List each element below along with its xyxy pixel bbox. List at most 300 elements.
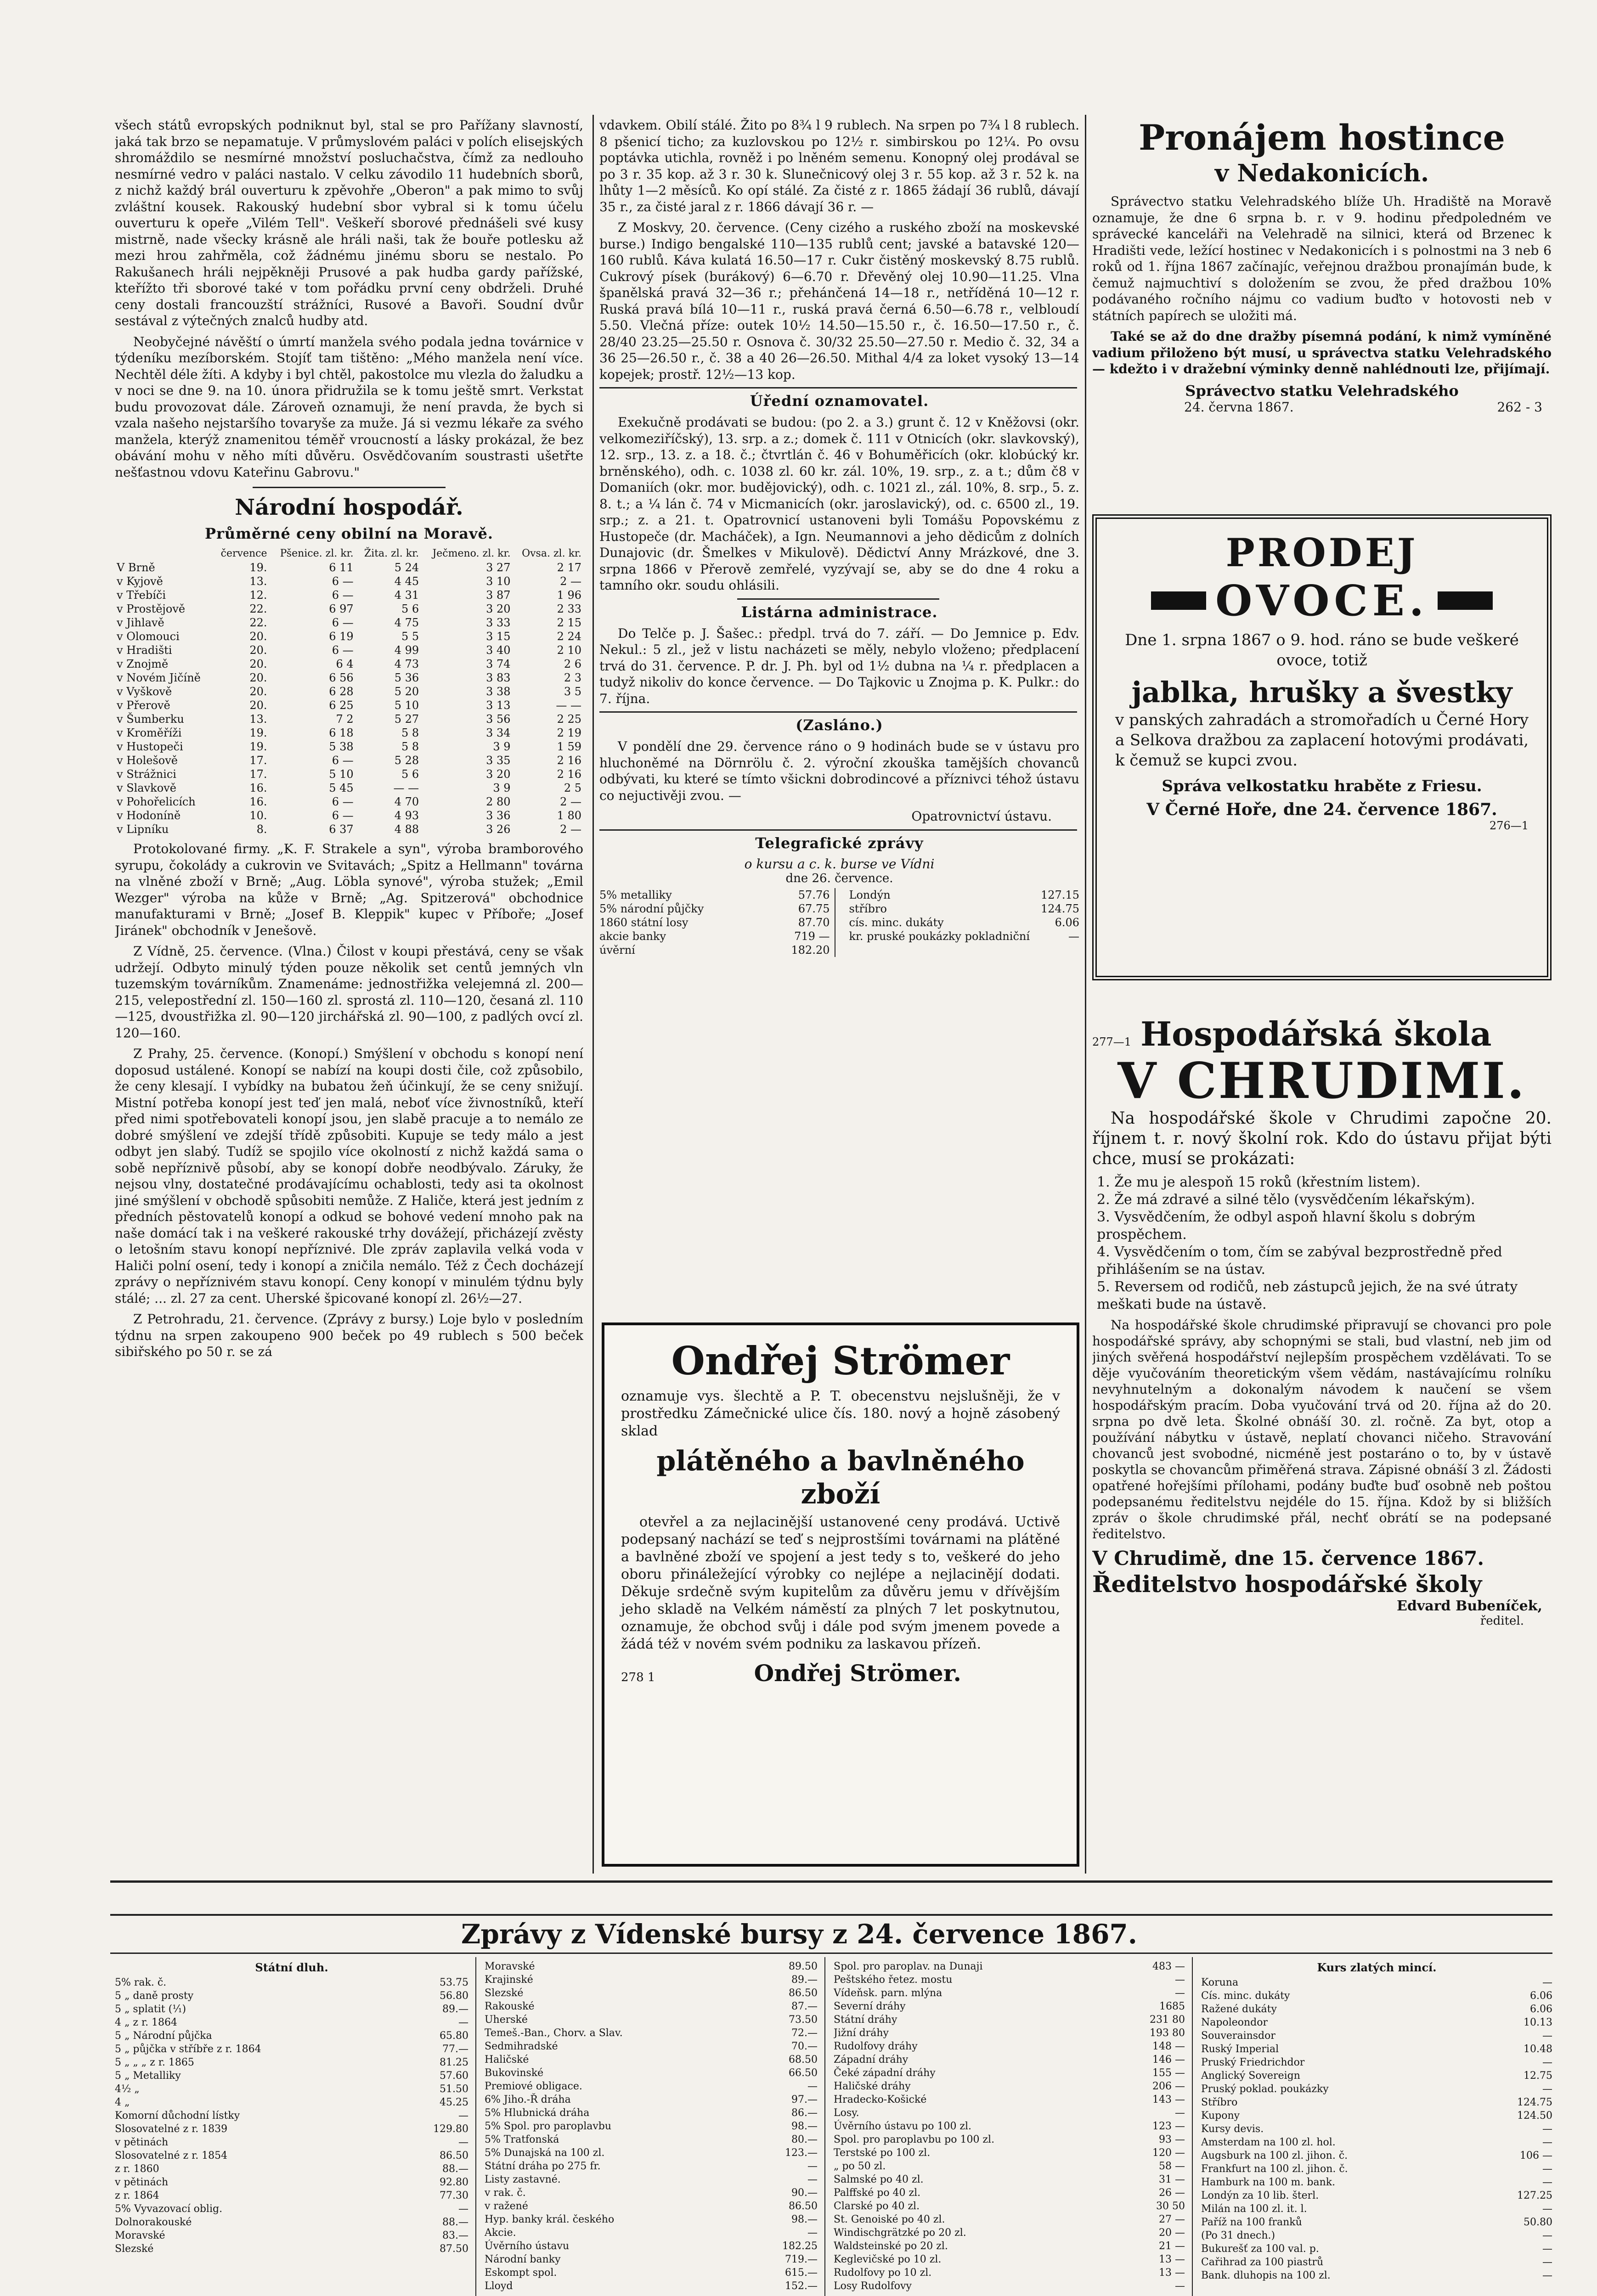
- grain-table-cell: — —: [556, 699, 581, 712]
- bourse-row-value: 56.80: [440, 1990, 468, 2002]
- bourse-row: [485, 2066, 818, 2080]
- bourse-row-label: Ražené dukáty: [1201, 2003, 1277, 2015]
- bourse-row: [115, 2069, 468, 2082]
- bourse-row-label: Haličské: [485, 2054, 529, 2065]
- bourse-row-label: Haličské dráhy: [834, 2081, 911, 2092]
- bourse-row-value: 86.50: [440, 2150, 468, 2161]
- bourse-row: [115, 2096, 468, 2109]
- official-notices: Exekučně prodávati se budou: (po 2. a 3.) grunt č. 12 v Kněžovsi (okr. velkomeziříčský), 13. srp. a z.; domek č. 111 v Otnicích (okr. slavkovský), 12. srp., 13. z. a 18. č.; čtvrtlán č. 46 v Bohuměřicích (okr. klobúcký kr. brněnského), odh. c. 1038 zl. 60 kr. zál. 10%, 19. srp., z. a t.; dům č8 v Domaniích (okr. mor. budějovický), odh. c. 1021 zl., zál. 10%, 8. srp., 5. z. 8. t.; a ¼ lán č. 74 v Micmanicích (okr. jaroslavický), od. c. 6500 zl., 19. srp.; z. a 21. t. Opatrovnicí ustanoveni byli Tomášu Popovskému z Hustopeče (dr. Macháček), a Ign. Neumannovi a jeho dědicům z dolních Dunajovic (dr. Šmelkes v Mikulově). Dědictví Anny Mrázkové, dne 3. srpna 1866 v Přerově zemřelé, vyzývají se, aby se do dne 4 roku a tamního okr. soudu ohlásili.: [599, 415, 1079, 593]
- column-rule-2: [1085, 115, 1086, 1874]
- bourse-row-value: 143 —: [1152, 2094, 1185, 2105]
- ovoce-title-2: OVOCE.: [1215, 576, 1428, 625]
- grain-header-cell: Ovsa. zl. kr.: [522, 548, 581, 559]
- bourse-row-value: —: [458, 2017, 468, 2028]
- pronajem-date-row: [1092, 400, 1552, 415]
- school-title-2: V CHRUDIMI.: [1117, 1052, 1526, 1110]
- grain-table-cell: 6 —: [332, 589, 354, 602]
- bourse-row-label: 4 „ z r. 1864: [115, 2017, 178, 2028]
- bourse-row-value: 65.80: [440, 2030, 468, 2042]
- bourse-row-value: 155 —: [1152, 2067, 1185, 2079]
- bourse-row-value: 83.—: [442, 2230, 468, 2241]
- grain-table-cell: 3 27: [486, 561, 511, 574]
- bourse-row-value: 53.75: [440, 1977, 468, 1988]
- grain-table-cell: v Třebíči: [117, 589, 166, 602]
- moscow-article: Z Moskvy, 20. července. (Ceny cizého a ruského zboží na moskevské burse.) Indigo bengalské 110—135 rublů cent; javské a batavské 120—160 rublů. Káva kulatá 16.50—17 r. Cukr čistěný moskevský 8.75 rublů. Cukrový písek (burákový) 6—6.70 r. Dřevěný olej 10.90—11.25. Vlna španělská pravá 32—36 r.; přehánčená 14—18 r., netříděná 10—12 r. Ruská pravá bílá 10—11 r., ruská pravá černá 6.50—6.78 r., velbloudí 5.50. Vlečná příze: outek 10½ 14.50—15.50 r., č. 16.50—17.50 r., č. 28/40 23.25—25.50 r. Osnova č. 30/32 25.50—27.50 r. Medio č. 32, 34 a 36 25—26.50 r., č. 38 a 40 26—26.50. Mithal 4/4 za loket vysoký 13—14 kopejek; prostř. 12½—13 kop.: [599, 220, 1079, 382]
- bourse-row: [1201, 2229, 1552, 2242]
- bourse-row: [834, 2106, 1185, 2120]
- right-column: [1092, 117, 1552, 1876]
- grain-table-cell: 5 8: [401, 726, 419, 739]
- grain-table-cell: 19.: [249, 740, 267, 753]
- bourse-row-value: —: [1175, 1974, 1185, 1986]
- bourse-row-value: 10.48: [1524, 2043, 1552, 2055]
- ovoce-body1: Dne 1. srpna 1867 o 9. hod. ráno se bude veškeré ovoce, totiž: [1125, 631, 1519, 670]
- pronajem-number: 262 - 3: [1497, 399, 1542, 415]
- grain-table-cell: 6 37: [329, 823, 354, 836]
- bourse-row-value: 90.—: [791, 2187, 818, 2199]
- bourse-row-label: Rudolfovy po 10 zl.: [834, 2267, 932, 2279]
- grain-table-cell: v Strážnici: [117, 768, 176, 781]
- bourse-rule: [1192, 1957, 1193, 2296]
- grain-table-cell: 13.: [249, 713, 267, 726]
- grain-table-cell: 6 18: [329, 726, 354, 739]
- bourse-row: [1201, 2189, 1552, 2202]
- grain-table-row: [115, 795, 583, 809]
- grain-table-cell: 5 6: [401, 768, 419, 781]
- grain-table-title: Průměrné ceny obilní na Moravě.: [204, 525, 494, 542]
- grain-table-row: [115, 712, 583, 726]
- grain-table-row: [115, 754, 583, 767]
- bourse-row-value: 123.—: [785, 2147, 818, 2159]
- petersburg-continued: vdavkem. Obilí stálé. Žito po 8¾ l 9 rublech. Na srpen po 7¾ l 8 rublech. 8 pšenicí ticho; za kuzlovskou po 12½ r. simbirskou po 12¼. Po ovsu poptávka utichla, rovněž i po lněném semenu. Konopný olej prodával se po 3 r. 35 kop. až 3 r. 30 k. Slunečnicový olej 3 r. 55 kop. až 3 r. 52 k. na lhůty 1—2 měsíců. Ko opí stálé. Za čisté z r. 1865 žádají 36 rublů, dávají 35 r., za čisté jaral z r. 1866 dávají 36 r. —: [599, 118, 1079, 214]
- bourse-row-label: Západní dráhy: [834, 2054, 909, 2065]
- bourse-row: [115, 2189, 468, 2202]
- telegraph-row-value: 57.76: [798, 888, 830, 901]
- grain-table-cell: 12.: [249, 589, 267, 602]
- bourse-row: [834, 2240, 1185, 2253]
- school-requirement: 5. Reversem od rodičů, neb zástupců jejich, že na své útraty meškati bude na ústavě.: [1097, 1279, 1518, 1312]
- bourse-row: [115, 2016, 468, 2029]
- bourse-row-value: 483 —: [1152, 1961, 1185, 1972]
- telegraph-row-label: úvěrní: [599, 943, 635, 957]
- pronajem-signature: Správectvo statku Velehradského: [1185, 382, 1459, 400]
- grain-table-cell: 3 83: [486, 671, 511, 684]
- bourse-row-label: 4 „: [115, 2097, 130, 2108]
- bourse-row-label: (Po 31 dnech.): [1201, 2230, 1275, 2241]
- bourse-row-value: 10.13: [1524, 2017, 1552, 2028]
- bourse-row-label: Keglevičské po 10 zl.: [834, 2254, 942, 2265]
- column-rule-1: [593, 115, 594, 1874]
- bourse-row-value: —: [458, 2203, 468, 2215]
- grain-table-cell: 5 10: [329, 768, 354, 781]
- bourse-row: [1201, 2256, 1552, 2269]
- grain-table-cell: v Holešově: [117, 754, 178, 767]
- bourse-row: [115, 2082, 468, 2096]
- bourse-row: [1201, 2242, 1552, 2256]
- bourse-row-value: 120 —: [1152, 2147, 1185, 2159]
- bourse-row-value: —: [1542, 2057, 1552, 2068]
- bourse-row-label: Moravské: [115, 2230, 165, 2241]
- bourse-row: [834, 2213, 1185, 2226]
- pronajem-advertisement: [1092, 117, 1552, 415]
- pronajem-body: Správectvo statku Velehradského blíže Uh. Hradiště na Moravě oznamuje, že dne 6 srpna b. r. v 9. hodinu předpoledném ve správecké kanceláři na Velehradě na silnici, která od Brzenec k Hradišti vede, ležící hostinec v Nedakonicích i s polnostmi na 3 neb 6 roků od 1. října 1867 začínajíc, veřejnou dražbou pronajímán bude, k čemuž najmuchtiví s doložením se zvou, že před dražbou 10% podávaného ročního nájmu co vadium buďto v hotovosti neb v státních papírech se uložiti má.: [1092, 194, 1552, 323]
- grain-header-cell: července: [220, 548, 267, 559]
- bourse-row-label: Losy.: [834, 2107, 859, 2119]
- bourse-col1-rows: [115, 1976, 468, 2256]
- grain-table-cell: 6 4: [336, 658, 354, 670]
- grain-table-cell: 5 27: [394, 713, 419, 726]
- grain-table-row: [115, 809, 583, 822]
- telegraph-row: [599, 902, 830, 916]
- school-role: ředitel.: [1480, 1614, 1524, 1628]
- bourse-col-3: [834, 1960, 1185, 2296]
- bourse-row: [834, 2133, 1185, 2146]
- ovoce-number: 276—1: [1489, 819, 1529, 832]
- bourse-row: [834, 2000, 1185, 2013]
- bourse-row: [834, 2093, 1185, 2106]
- grain-table-cell: 3 9: [493, 740, 511, 753]
- grain-table-cell: 17.: [249, 754, 267, 767]
- grain-table-cell: 19.: [249, 561, 267, 574]
- grain-table-cell: 5 45: [329, 782, 354, 794]
- bourse-row: [834, 2146, 1185, 2160]
- bourse-row-label: Lloyd: [485, 2280, 513, 2292]
- bourse-row: [115, 2242, 468, 2256]
- grain-table-cell: 3 10: [486, 575, 511, 588]
- bourse-row: [485, 2226, 818, 2240]
- bourse-row-value: 87.—: [791, 2001, 818, 2012]
- grain-table-cell: 2 —: [560, 795, 581, 808]
- grain-table-cell: 6 25: [329, 699, 354, 712]
- school-signature: Ředitelstvo hospodářské školy: [1092, 1570, 1482, 1598]
- bourse-row-label: v rak. č.: [485, 2187, 526, 2199]
- bourse-row-value: 13 —: [1159, 2254, 1185, 2265]
- bourse-row-label: Rudolfovy dráhy: [834, 2041, 918, 2052]
- telegraph-row: [599, 916, 830, 929]
- bourse-row-label: Pruský poklad. poukázky: [1201, 2083, 1329, 2095]
- bourse-row: [834, 2013, 1185, 2026]
- pronajem-title: Pronájem hostince: [1139, 117, 1505, 158]
- grain-table-cell: v Lipníku: [117, 823, 169, 836]
- obituary-article: Neobyčejné návěští o úmrtí manžela svého podala jedna továrnice v týdeníku mezíborském. Stojíť tam tištěno: „Mého manžela není více. Nechtěl déle žíti. A kdyby i byl chtěl, pakostolce mu vlezla do žaludku a v noci se dne 9. na 10. února přidružila se k tomu ještě smrt. Verkstat budu provozovat dále. Zároveň oznamuji, že není pravda, že bych si vzala našeho nejstaršího tovaryše za muže. Já si vezmu lékaře za svého manžela, kterýž znamenitou téměř vroucností a lásky prokázal, že bez obávání mohu v něho míti důvěru. Osvědčovaním soustrasti ušetřte nešťastnou vdovu Kateřinu Gabrovu.": [115, 334, 583, 480]
- grain-table-cell: v Hodoníně: [117, 809, 181, 822]
- bourse-row: [115, 2122, 468, 2136]
- bourse-row-value: —: [807, 2161, 818, 2172]
- telegraph-right: [849, 888, 1080, 957]
- bourse-row-label: Komorní důchodní lístky: [115, 2110, 240, 2122]
- grain-table-cell: v Prostějově: [117, 602, 186, 615]
- grain-table-cell: 4 99: [394, 644, 419, 657]
- bourse-row: [115, 1989, 468, 2003]
- left-column: [115, 117, 583, 1876]
- grain-table-row: [115, 574, 583, 588]
- grain-table-row: [115, 616, 583, 630]
- school-requirement: 1. Že mu je alespoň 15 roků (křestním listem).: [1097, 1174, 1421, 1190]
- bourse-row-value: 615.—: [785, 2267, 818, 2279]
- grain-table-cell: 3 5: [564, 685, 581, 698]
- official-title: Úřední oznamovatel.: [750, 392, 929, 410]
- bourse-row-label: Cís. minc. dukáty: [1201, 1990, 1290, 2002]
- telegraph-row-label: stříbro: [849, 902, 887, 915]
- bourse-row-label: Státní dráhy: [834, 2014, 897, 2026]
- bourse-row-label: 5% Tratfonská: [485, 2134, 559, 2145]
- bourse-row-label: St. Genoiské po 40 zl.: [834, 2214, 945, 2225]
- grain-table-cell: 4 70: [394, 795, 419, 808]
- bourse-row-value: 98.—: [791, 2121, 818, 2132]
- bourse-row: [115, 2136, 468, 2149]
- grain-table-cell: 3 40: [486, 644, 511, 657]
- bourse-row: [1201, 2016, 1552, 2029]
- bourse-row: [485, 2053, 818, 2066]
- bourse-row-label: Hradecko-Košické: [834, 2094, 927, 2105]
- bourse-row-value: 97.—: [791, 2094, 818, 2105]
- bourse-row-label: Severní dráhy: [834, 2001, 906, 2012]
- bourse-row-value: 26 —: [1159, 2187, 1185, 2199]
- bourse-row-value: —: [807, 2227, 818, 2239]
- bourse-row-label: Hyp. banky král. českého: [485, 2214, 615, 2225]
- bourse-row-value: 58 —: [1159, 2161, 1185, 2172]
- bourse-row-label: Uherské: [485, 2014, 528, 2026]
- ovoce-place: V Černé Hoře, dne 24. července 1867.: [1146, 800, 1497, 819]
- bourse-row-label: 5 „ „ „ z r. 1865: [115, 2057, 194, 2068]
- grain-table-cell: 3 87: [486, 589, 511, 602]
- bourse-row-value: 81.25: [440, 2057, 468, 2068]
- grain-table-cell: 3 13: [486, 699, 511, 712]
- ovoce-advertisement: [1092, 514, 1552, 980]
- sent-text: V pondělí dne 29. července ráno o 9 hodinách bude se v ústavu pro hluchoněmé na Dörnrölu č. 2. výroční zkouška tamějších chovanců odbývati, ku které se tímto všickni dobrodincové a příznivci téhož ústavu co nejuctivěji zvou. —: [599, 739, 1079, 803]
- ovoce-title: PRODEJ: [1225, 530, 1418, 575]
- bourse-under-title-rule: [110, 1953, 1552, 1954]
- bourse-row-value: 66.50: [789, 2067, 818, 2079]
- telegraph-title: Telegrafické zprávy: [755, 834, 924, 852]
- bourse-row: [485, 2240, 818, 2253]
- telegraph-row-label: 5% národní půjčky: [599, 902, 704, 915]
- grain-table-cell: 3 35: [486, 754, 511, 767]
- bourse-row-value: 45.25: [440, 2097, 468, 2108]
- bourse-row: [115, 2202, 468, 2216]
- bourse-row: [115, 2003, 468, 2016]
- grain-table-cell: 4 88: [394, 823, 419, 836]
- bourse-row: [1201, 2162, 1552, 2176]
- telegraph-row-value: 6.06: [1055, 916, 1079, 929]
- bourse-row-label: Slosovatelné z r. 1854: [115, 2150, 228, 2161]
- bourse-row-label: Krajinské: [485, 1974, 533, 1986]
- bourse-row-label: Státní dráha po 275 fr.: [485, 2161, 601, 2172]
- bourse-row-value: —: [1542, 2163, 1552, 2175]
- bourse-row-label: Anglický Sovereign: [1201, 2070, 1300, 2082]
- bourse-row-label: 6% Jiho.-Ř dráha: [485, 2094, 571, 2105]
- firms-article: Protokolované firmy. „K. F. Strakele a syn", výroba bramborového syrupu, čokolády a cukrovin ve Svitavách; „Spitz a Hellmann" továrna na vlněné zboží v Brně; „Aug. Löbla synové", výroba stužek; „Emil Wezger" výroba na kůže v Brně; „Ag. Spitzerová" obchodnice manufakturami v Brně; „Josef B. Kleppik" kupec v Příboře; „Josef Jiránek" obchodník v Jenešově.: [115, 841, 583, 938]
- grain-table-row: [115, 602, 583, 616]
- bourse-row: [485, 1973, 818, 1986]
- bourse-row-label: Salmské po 40 zl.: [834, 2174, 924, 2185]
- grain-table-cell: 1 80: [557, 809, 581, 822]
- bourse-row: [834, 2186, 1185, 2200]
- telegraph-row-label: cís. minc. dukáty: [849, 916, 944, 929]
- bourse-row-value: 182.25: [782, 2240, 818, 2252]
- bourse-row: [485, 2133, 818, 2146]
- petersburg-article: Z Petrohradu, 21. července. (Zprávy z bursy.) Loje bylo v posledním týdnu na srpen zakoupeno 900 beček po 49 rublech s 500 beček sibiřského po 50 r. se zá: [115, 1311, 583, 1359]
- bourse-row: [485, 2146, 818, 2160]
- bourse-row: [1201, 1976, 1552, 1989]
- bourse-row: [1201, 2003, 1552, 2016]
- bourse-row-label: Palffské po 40 zl.: [834, 2187, 921, 2199]
- grain-table-cell: 16.: [249, 782, 267, 794]
- sent-title: (Zasláno.): [796, 716, 883, 734]
- bourse-row: [1201, 2096, 1552, 2109]
- bourse-row-value: 148 —: [1152, 2041, 1185, 2052]
- telegraph-row-label: Londýn: [849, 888, 891, 901]
- ovoce-signature: Správa velkostatku hraběte z Friesu.: [1162, 777, 1482, 795]
- grain-table-cell: — —: [393, 782, 419, 794]
- bourse-row-label: v pětinách: [115, 2137, 169, 2148]
- bourse-row-label: Jižní dráhy: [834, 2027, 889, 2039]
- bourse-top-rule: [110, 1914, 1552, 1916]
- bourse-row-label: Spol. pro paroplav. na Dunaji: [834, 1961, 983, 1972]
- grain-table-cell: v Novém Jičíně: [117, 671, 201, 684]
- bourse-row-value: 31 —: [1159, 2174, 1185, 2185]
- grain-table-cell: v Slavkově: [117, 782, 176, 794]
- bourse-row: [485, 2106, 818, 2120]
- bourse-row-value: 206 —: [1152, 2081, 1185, 2092]
- grain-table-cell: 5 36: [394, 671, 419, 684]
- school-advertisement: [1092, 1015, 1552, 1628]
- grain-table-cell: 4 75: [394, 616, 419, 629]
- school-requirement: 2. Že má zdravé a silné tělo (vysvědčením lékařským).: [1097, 1192, 1475, 1208]
- grain-table-cell: 4 31: [394, 589, 419, 602]
- bourse-row-label: Augsburk na 100 zl. jihon. č.: [1201, 2150, 1348, 2161]
- bourse-row-value: 106 —: [1520, 2150, 1552, 2161]
- grain-table-cell: 2 24: [557, 630, 581, 643]
- grain-header-cell: [115, 547, 213, 561]
- telegraph-row-value: 124.75: [1041, 902, 1079, 915]
- bourse-row-label: Bukurešť za 100 val. p.: [1201, 2243, 1319, 2255]
- bourse-row-value: 231 80: [1150, 2014, 1185, 2026]
- stromer-signature: Ondřej Strömer.: [754, 1660, 961, 1687]
- bourse-row-label: Vídeňsk. parn. mlýna: [834, 1987, 942, 1999]
- bourse-row-label: Pruský Friedrichdor: [1201, 2057, 1305, 2068]
- grain-table-cell: v Hradišti: [117, 644, 172, 657]
- bourse-row-value: 6.06: [1530, 1990, 1552, 2002]
- bourse-row-label: 5 „ splatit (⅟₁): [115, 2003, 186, 2015]
- bourse-row: [485, 2253, 818, 2266]
- grain-table-cell: 8.: [256, 823, 267, 836]
- bourse-row: [834, 2160, 1185, 2173]
- bourse-row-value: —: [458, 2137, 468, 2148]
- bourse-row-label: Slosovatelné z r. 1839: [115, 2123, 228, 2135]
- bourse-row-value: —: [1542, 2177, 1552, 2188]
- grain-table-row: [115, 685, 583, 698]
- bourse-row-value: —: [807, 2081, 818, 2092]
- bourse-row: [485, 2040, 818, 2053]
- bourse-row-value: 86.50: [789, 1987, 818, 1999]
- telegraph-row: [599, 888, 830, 902]
- bourse-row-value: 13 —: [1159, 2267, 1185, 2279]
- grain-table-cell: 5 20: [394, 685, 419, 698]
- bourse-row: [834, 2173, 1185, 2186]
- bourse-row-value: 77.—: [442, 2043, 468, 2055]
- vienna-wool-article: Z Vídně, 25. července. (Vlna.) Čilost v koupi přestává, ceny se však udržejí. Odbyto minulý týden pouze několik set centů jemných vln tuzemským továrníkům. Znamenáme: jednostřižka velejemná zl. 200—215, velepostřední zl. 150—160 zl. sprostá zl. 110—120, česaná zl. 110—125, dvoustřižka zl. 90—120 jirchářská zl. 90—100, z padlých ovcí zl. 120—160.: [115, 944, 583, 1041]
- bourse-row-value: 72.—: [791, 2027, 818, 2039]
- bourse-row-label: 5% rak. č.: [115, 1977, 167, 1988]
- grain-table-cell: v Vyškově: [117, 685, 172, 698]
- bourse-row: [1201, 2069, 1552, 2082]
- bourse-row: [834, 2253, 1185, 2266]
- grain-table-cell: 5 6: [401, 602, 419, 615]
- grain-table-row: [115, 643, 583, 657]
- music-contest-article: všech států evropských podniknut byl, stal se pro Pařížany slavností, jaká tak brzo se nepamatuje. V průmyslovém paláci v polích elisejských shromáždilo se nesmírné množství posluchačstva, čímž za nedlouho nesmírné vedro v paláci nastalo. V celku závodilo 11 hudebních sborů, z nichž každý brál ouverturu k zpěvohře „Oberon" a pak mimo to svůj zvláštní kousek. Rakouský hudební sbor vybral si k tomu účelu ouverturu k opeře „Vilém Tell". Veškeří sborové přednášeli své kusy mistrně, nade všecky krásně ale hráli naši, tak že bouře potlesku až mezi hrou zahřměla, což žádnému jinému sboru se nestalo. Po Rakušanech hráli nejpěkněji Prusové a pak hudba gardy pařížské, kteřížto tři sborové také v tom pořádku první ceny obdrželi. Druhé ceny dostali francouzští strážníci, Rusové a Bavoři. Soudní dvůr sestával z výtečných znalců hudby atd.: [115, 118, 583, 328]
- grain-header-cell: Ječmeno. zl. kr.: [432, 548, 511, 559]
- grain-table-cell: 5 24: [394, 561, 419, 574]
- bourse-row-label: v pětinách: [115, 2177, 169, 2188]
- bourse-row-label: z r. 1864: [115, 2190, 159, 2201]
- school-intro: Na hospodářské škole v Chrudimi započne 20. říjnem t. r. nový školní rok. Kdo do ústavu přijat býti chce, musí se prokázati:: [1092, 1109, 1552, 1168]
- bourse-row-label: „ po 50 zl.: [834, 2161, 886, 2172]
- bourse-rule: [824, 1957, 825, 2296]
- bourse-row-label: Windischgrätzké po 20 zl.: [834, 2227, 966, 2239]
- bourse-row: [485, 2213, 818, 2226]
- bourse-row: [485, 2013, 818, 2026]
- bourse-row-value: 89.—: [442, 2003, 468, 2015]
- grain-table-cell: 2 15: [557, 616, 581, 629]
- telegraph-row: [849, 888, 1080, 902]
- grain-table-cell: 13.: [249, 575, 267, 588]
- bourse-row: [485, 2000, 818, 2013]
- section-rule: [253, 487, 446, 488]
- bourse-row-value: 1685: [1159, 2001, 1185, 2012]
- bourse-row: [115, 2216, 468, 2229]
- grain-table-cell: 5 28: [394, 754, 419, 767]
- bourse-row: [1201, 2109, 1552, 2122]
- bourse-row: [485, 2160, 818, 2173]
- bourse-row-value: —: [1542, 1977, 1552, 1988]
- telegraph-row-label: 5% metalliky: [599, 888, 672, 901]
- decor-bar-right: [1438, 591, 1493, 610]
- grain-table-cell: 5 38: [329, 740, 354, 753]
- grain-table-row: [115, 740, 583, 754]
- grain-table-cell: v Kyjově: [117, 575, 163, 588]
- bourse-row-label: Moravské: [485, 1961, 535, 1972]
- grain-table-cell: 17.: [249, 768, 267, 781]
- telegraph-row-value: —: [1068, 929, 1079, 943]
- bourse-row-value: 6.06: [1530, 2003, 1552, 2015]
- bourse-row: [115, 2056, 468, 2069]
- school-requirements: [1092, 1174, 1552, 1313]
- grain-table-cell: 3 74: [486, 658, 511, 670]
- grain-table-row: [115, 657, 583, 671]
- bourse-row: [115, 2162, 468, 2176]
- bourse-row-value: 152.—: [785, 2280, 818, 2292]
- bourse-col-4: [1201, 1960, 1552, 2296]
- grain-table-cell: 2 10: [557, 644, 581, 657]
- telegraph-row: [849, 902, 1080, 916]
- bourse-row: [115, 2149, 468, 2162]
- stromer-name: Ondřej Strömer: [671, 1338, 1010, 1384]
- bourse-row-label: Spol. pro paroplavbu po 100 zl.: [834, 2134, 995, 2145]
- grain-table-cell: 6 28: [329, 685, 354, 698]
- grain-table-cell: v Kroměříži: [117, 726, 182, 739]
- bourse-row: [1201, 2149, 1552, 2162]
- bourse-row: [834, 2226, 1185, 2240]
- telegraph-date: dne 26. července.: [785, 871, 893, 885]
- bourse-row: [834, 1973, 1185, 1986]
- grain-table-cell: v Hustopeči: [117, 740, 183, 753]
- bourse-row-value: 21 —: [1159, 2240, 1185, 2252]
- bourse-row-value: 30 50: [1156, 2200, 1185, 2212]
- grain-table-cell: 2 33: [557, 602, 581, 615]
- telegraph-left: [599, 888, 835, 957]
- stromer-advertisement: [602, 1322, 1079, 1867]
